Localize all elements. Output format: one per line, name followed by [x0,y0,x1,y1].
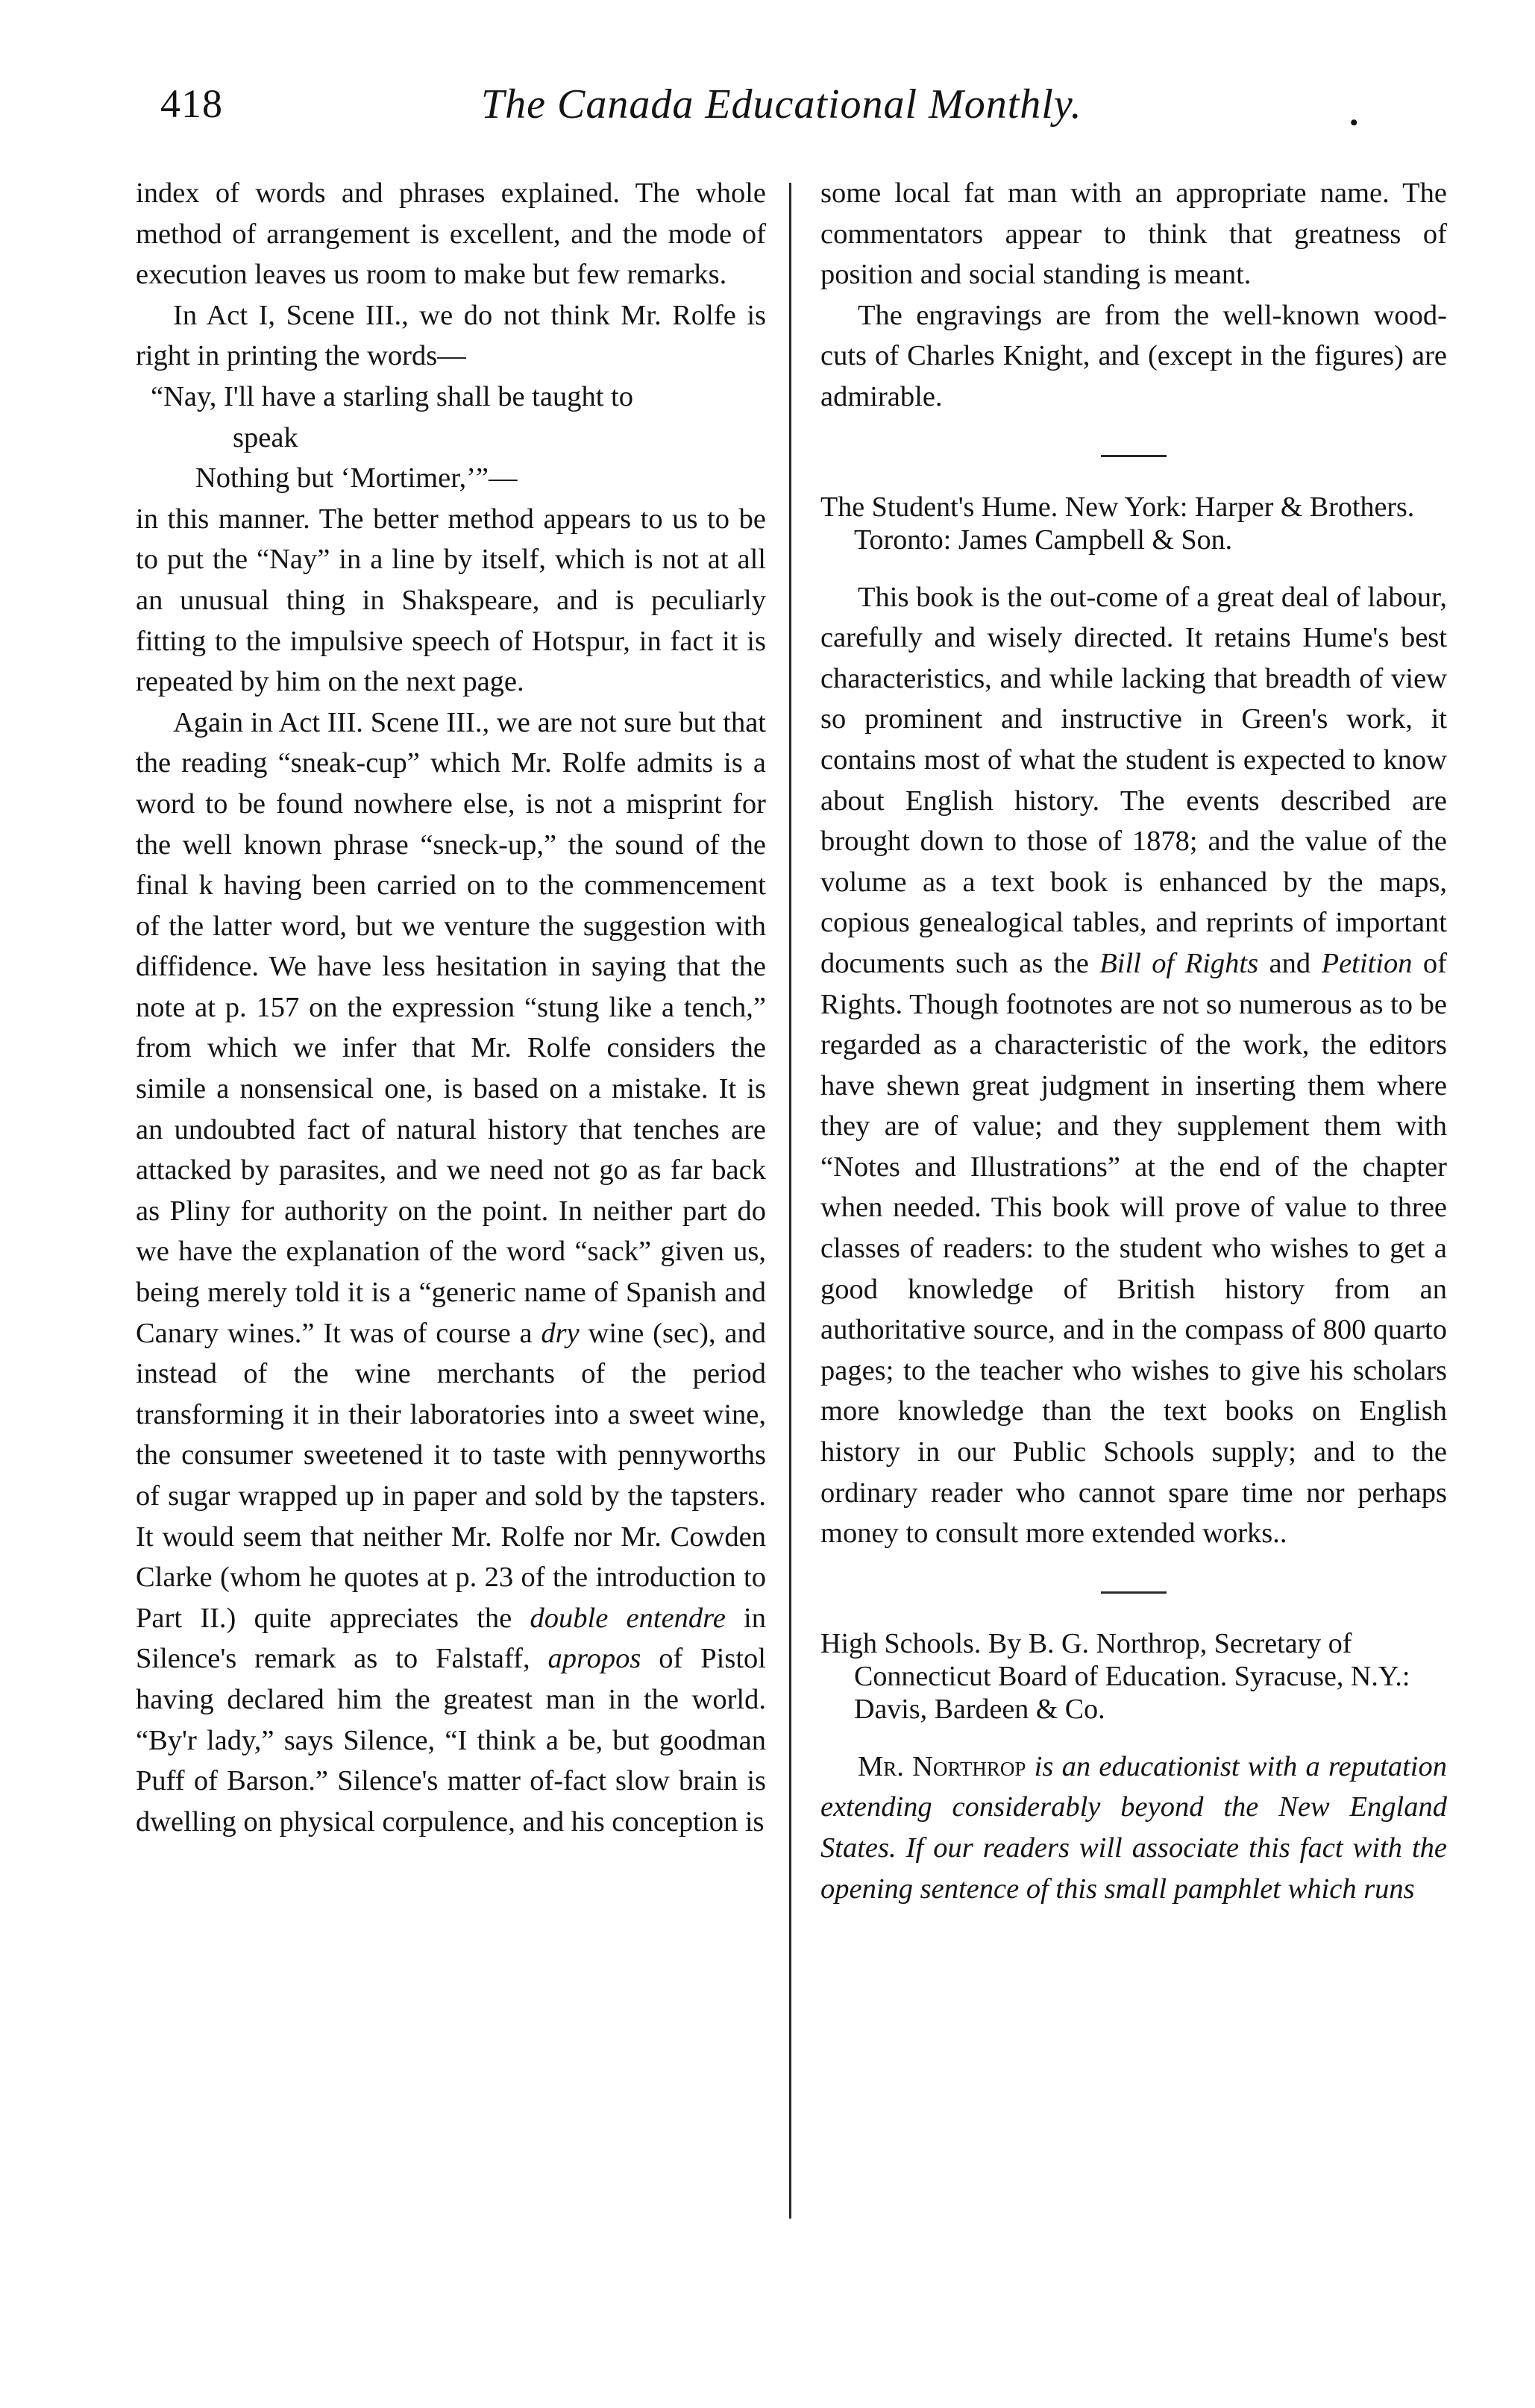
right-column [820,173,1447,1909]
paragraph [820,1747,1447,1909]
author-name: Mr. Northrop [858,1750,1026,1782]
emphasis: Bill of Rights [1099,947,1259,979]
text-run: This book is the out-come of a great deal of labour, carefully and wisely directed. It retains Hume's best characteristics, and while lacking that breadth of view so prominent and instructive in Green's work, it contains most of what the student is expected to know about English history. The events described are brought down to those of 1878; and the value of the volume as a text book is enhanced by the maps, copious genealogical tables, and reprints of important documents such as the [820,581,1447,979]
text-run: of Pistol having declared him the greatest man in the world. “By'r lady,” says Silence, “I think a be, but goodman Puff of Barson.” Silence's matter of-fact slow brain is dwelling on physical corpulence, and his conception is [136,1643,766,1838]
page-header [160,81,1488,140]
verse-line: Nothing but ‘Mortimer,’”— [195,462,518,494]
text-run: and [1258,947,1322,979]
column-divider [789,183,791,2219]
paragraph [136,702,766,1843]
paragraph: In Act I, Scene III., we do not think Mr. Rolfe is right in printing the words— [136,299,766,372]
verse-line: “Nay, I'll have a starling shall be taught to [151,380,633,412]
paragraph: some local fat man with an appropriate name. The commentators appear to think that greatness of position and social standing is meant. [820,177,1447,291]
emphasis: dry [541,1317,580,1349]
emphasis: apropos [547,1643,641,1675]
section-rule [1101,1591,1167,1594]
emphasis: Petition [1321,947,1413,979]
corner-mark: • [1350,110,1358,135]
verse-line: speak [233,421,298,453]
page-number: 418 [160,81,223,126]
section-rule [1101,455,1167,457]
paragraph: The engravings are from the well-known wood-cuts of Charles Knight, and (except in the figures) are admirable. [820,299,1447,412]
review-heading: The Student's Hume. New York: Harper & Brothers. Toronto: James Campbell & Son. [820,491,1415,556]
paragraph: index of words and phrases explained. The whole method of arrangement is excellent, and the mode of execution leaves us room to make but few remarks. [136,177,766,291]
journal-title: The Canada Educational Monthly. [481,81,1082,128]
review-heading: High Schools. By B. G. Northrop, Secretary of Connecticut Board of Education. Syracuse, N.Y.: Davis, Bardeen & Co. [820,1627,1410,1725]
text-run: of Rights. Though footnotes are not so numerous as to be regarded as a characteristic of the work, the editors have shewn great judgment in inserting them where they are of value; and they supplement them with “Notes and Illustrations” at the end of the chapter when needed. This book will prove of value to three classes of readers: to the student who wishes to get a good knowledge of British history from an authoritative source, and in the compass of 800 quarto pages; to the teacher who wishes to give his scholars more knowledge than the text books on English history in our Public Schools supply; and to the ordinary reader who cannot spare time nor perhaps money to consult more extended works.. [820,947,1447,1550]
verse-quote [136,377,766,499]
emphasis: is an educationist with a reputation extending considerably beyond the New England States. If our readers will associate this fact with the opening sentence of this small pamphlet which runs [820,1750,1447,1905]
paragraph [820,577,1447,1554]
left-column [136,173,766,1842]
text-run: in Silence's remark as to Falstaff, [136,1602,766,1675]
emphasis: double entendre [530,1602,726,1634]
paragraph: in this manner. The better method appears to us to be to put the “Nay” in a line by itself, which is not at all an unusual thing in Shakspeare, and is peculiarly fitting to the impulsive speech of Hotspur, in fact it is repeated by him on the next page. [136,503,766,698]
text-run: Again in Act III. Scene III., we are not sure but that the reading “sneak-cup” which Mr. Rolfe admits is a word to be found nowhere else, is not a misprint for the well known phrase “sneck-up,” the sound of the final k having been carried on to the commencement of the latter word, but we venture the suggestion with diffidence. We have less hesitation in saying that the note at p. 157 on the expression “stung like a tench,” from which we infer that Mr. Rolfe considers the simile a nonsensical one, is based on a mistake. It is an undoubted fact of natural history that tenches are attacked by parasites, and we need not go as far back as Pliny for authority on the point. In neither part do we have the explanation of the word “sack” given us, being merely told it is a “generic name of Spanish and Canary wines.” It was of course a [136,706,766,1349]
text-run: wine (sec), and instead of the wine merchants of the period transforming it in their laboratories into a sweet wine, the consumer sweetened it to taste with pennyworths of sugar wrapped up in paper and sold by the tapsters. It would seem that neither Mr. Rolfe nor Mr. Cowden Clarke (whom he quotes at p. 23 of the introduction to Part II.) quite appreciates the [136,1317,766,1634]
